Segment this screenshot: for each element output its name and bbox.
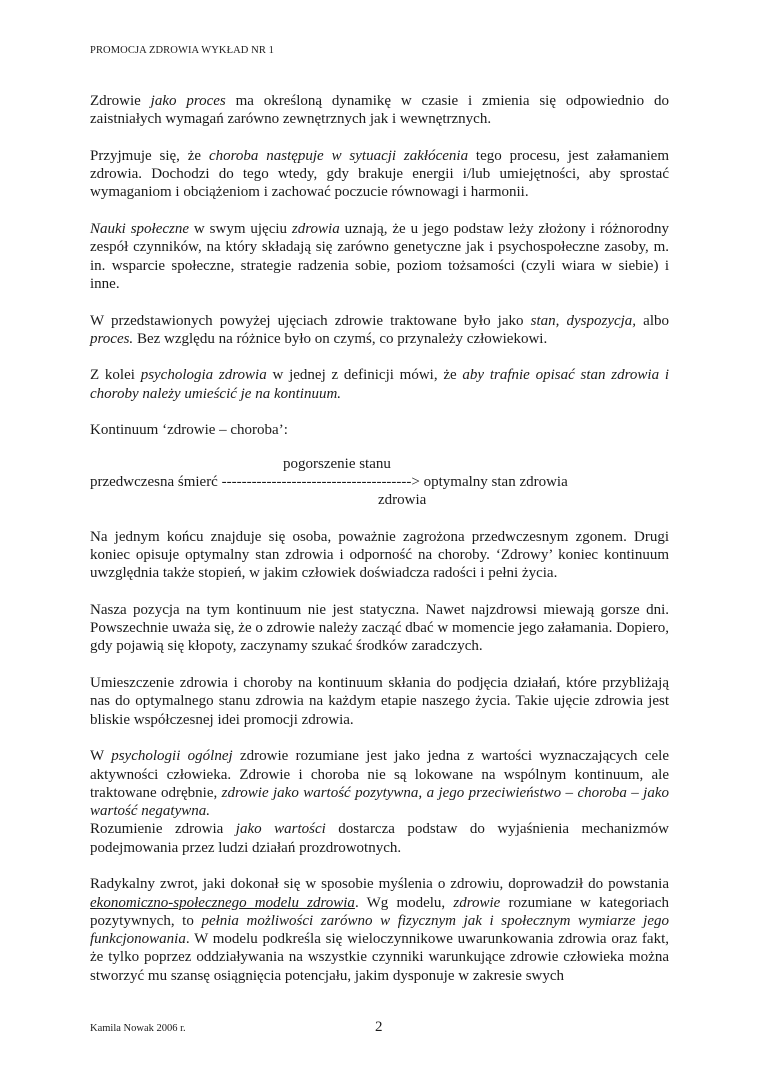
page-number: 2 (375, 1019, 383, 1035)
paragraph-health-as-process: Zdrowie jako proces ma określoną dynamikę w czasie i zmienia się odpowiednio do zaistniałych wymagań zarówno zewnętrznych jak i wewnętrznych. (90, 93, 669, 128)
running-header: PROMOCJA ZDROWIA WYKŁAD NR 1 (90, 45, 275, 56)
footer-author: Kamila Nowak 2006 r. (90, 1023, 186, 1034)
paragraph-continuum-ends: Na jednym końcu znajduje się osoba, poważnie zagrożona przedwczesnym zgonem. Drugi koniec opisuje optymalny stan zdrowia i odporność na choroby. ‘Zdrowy’ koniec kontinuum uwzględnia także stopień, w jakim człowiek doświadcza radości i pełni życia. (90, 528, 669, 582)
paragraph-health-as-value: Rozumienie zdrowia jako wartości dostarcza podstaw do wyjaśnienia mechanizmów podejmowania przez ludzi działań prozdrowotnych. (90, 821, 669, 856)
continuum-label-bottom: zdrowia (378, 491, 427, 508)
continuum-label-top: pogorszenie stanu (283, 455, 391, 472)
paragraph-disease-disruption: Przyjmuje się, że choroba następuje w sytuacji zakłócenia tego procesu, jest załamaniem zdrowia. Dochodzi do tego wtedy, gdy brakuje energii i/lub umiejętności, aby sprostać wymaganiom i obciążeniom i zachować poczucie równowagi i harmonii. (90, 147, 669, 201)
continuum-diagram (90, 455, 669, 510)
paragraph-position-not-static: Nasza pozycja na tym kontinuum nie jest statyczna. Nawet najzdrowsi miewają gorsze dni. Powszechnie uważa się, że o zdrowie należy zacząć dbać w momencie jego załamania. Dopiero, gdy pojawią się kłopoty, zaczynamy szukać środków zaradczych. (90, 601, 669, 655)
document-body (90, 92, 669, 1003)
paragraph-economic-social-model: Radykalny zwrot, jaki dokonał się w sposobie myślenia o zdrowiu, doprowadził do powstania ekonomiczno-społecznego modelu zdrowia. Wg modelu, zdrowie rozumiane w kategoriach pozytywnych, to pełnia możliwości zarówno w fizycznym jak i społecznym wymiarze jego funkcjonowania. W modelu podkreśla się wieloczynnikowe uwarunkowania zdrowia oraz fakt, że tylko poprzez oddziaływania na wszystkie czynniki warunkujące zdrowie człowieka można stworzyć mu szansę osiągnięcia potencjału, jakim dysponuje w zakresie swych (90, 876, 669, 984)
paragraph-general-psychology: W psychologii ogólnej zdrowie rozumiane jest jako jedna z wartości wyznaczających cele aktywności człowieka. Zdrowie i choroba nie są lokowane na wspólnym kontinuum, ale traktowane odrębnie, zdrowie jako wartość pozytywna, a jego przeciwieństwo – choroba – jako wartość negatywna. (90, 748, 669, 820)
paragraph-social-sciences: Nauki społeczne w swym ujęciu zdrowia uznają, że u jego podstaw leży złożony i różnorodny zespół czynników, na który składają się zarówno genetyczne jak i psychospołeczne zasoby, m. in. wsparcie społeczne, strategie radzenia sobie, poziom tożsamości (czyli wiara w siebie) i inne. (90, 221, 670, 292)
paragraph-health-psychology: Z kolei psychologia zdrowia w jednej z definicji mówi, że aby trafnie opisać stan zdrowia i choroby należy umieścić je na kontinuum. (90, 367, 670, 402)
paragraph-continuum-actions: Umieszczenie zdrowia i choroby na kontinuum skłania do podjęcia działań, które przybliżają nas do optymalnego stanu zdrowia na każdym etapie naszego życia. Takie ujęcie zdrowia jest bliskie współczesnej idei promocji zdrowia. (90, 675, 669, 728)
paragraph-approaches-summary: W przedstawionych powyżej ujęciach zdrowie traktowane było jako stan, dyspozycja, albo proces. Bez względu na różnice było on czymś, co przynależy człowiekowi. (90, 312, 669, 347)
paragraph-continuum-heading: Kontinuum ‘zdrowie – choroba’: (90, 422, 288, 439)
continuum-arrow-line: przedwczesna śmierć --------------------------------------> optymalny stan zdrowia (90, 473, 568, 490)
